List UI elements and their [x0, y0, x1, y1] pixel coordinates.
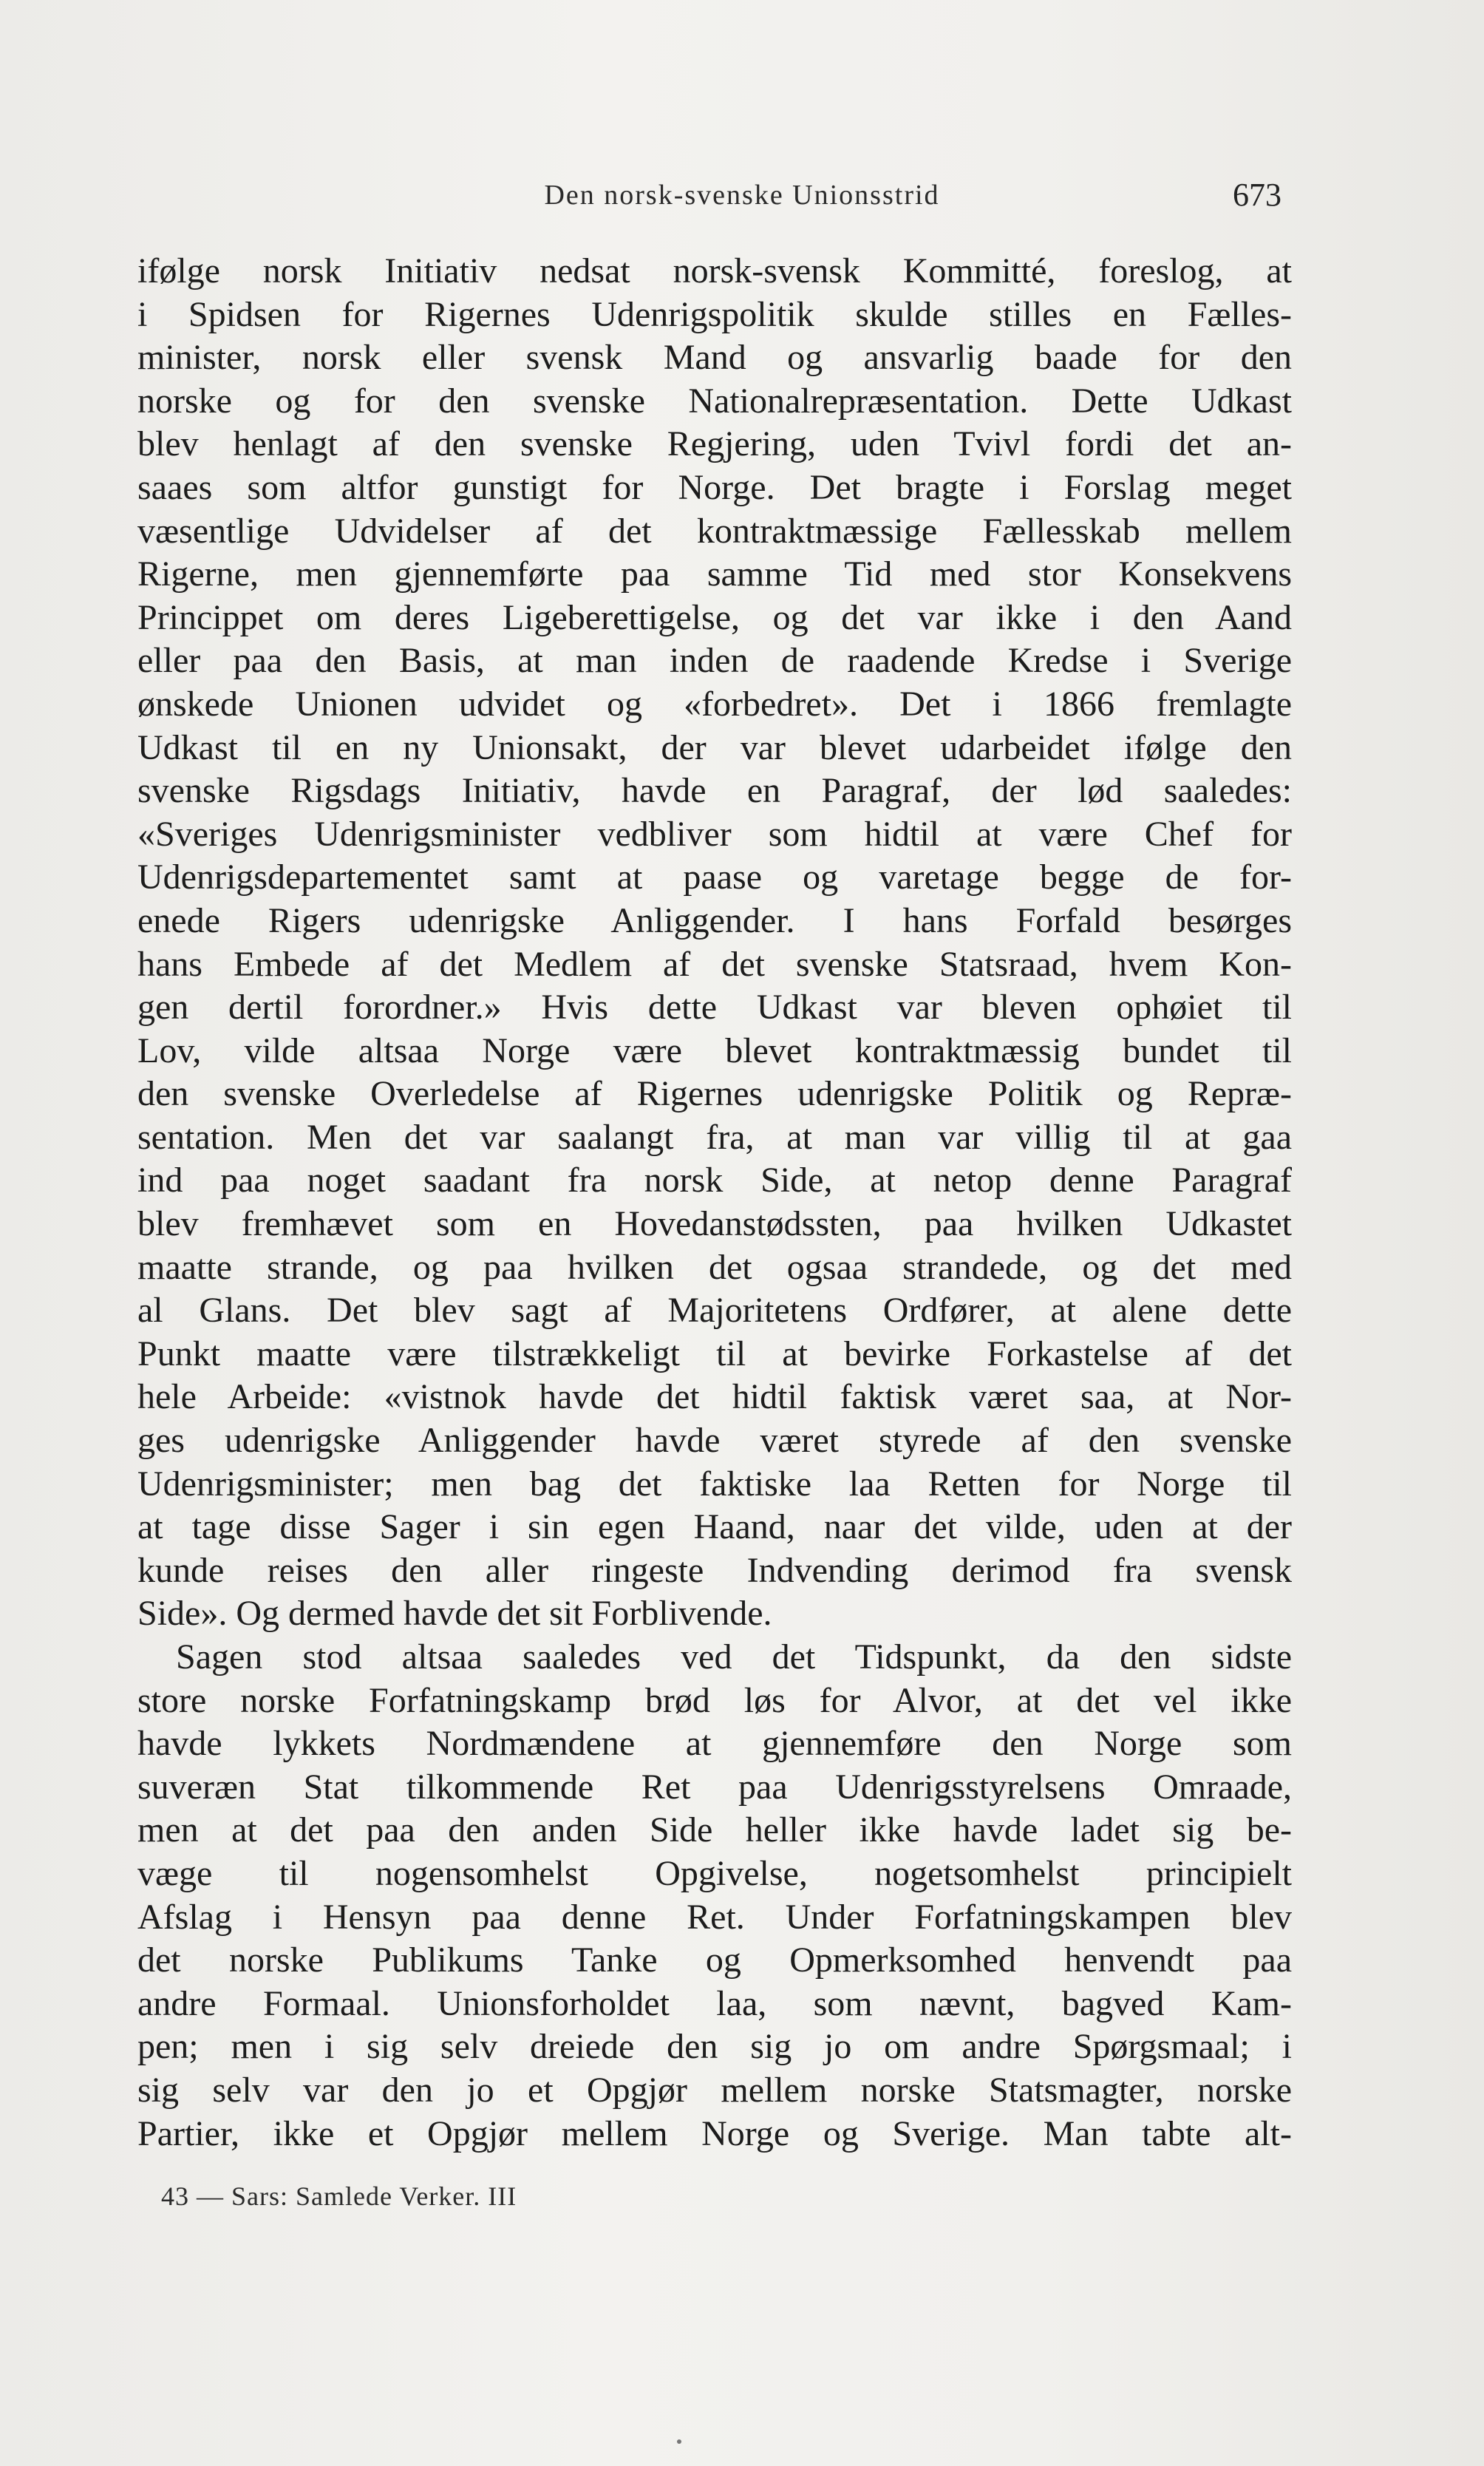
text-line: Partier, ikke et Opgjør mellem Norge og Sverige. Man tabte alt-	[137, 2113, 1292, 2153]
text-line: «Sveriges Udenrigsminister vedbliver som hidtil at være Chef for	[137, 814, 1292, 854]
text-line: ifølge norsk Initiativ nedsat norsk-svensk Kommitté, foreslog, at	[137, 251, 1292, 291]
text-line: Sagen stod altsaa saaledes ved det Tidspunkt, da den sidste	[176, 1637, 1292, 1677]
text-line: Udenrigsdepartementet samt at paase og varetage begge de for-	[137, 857, 1292, 897]
text-line: Afslag i Hensyn paa denne Ret. Under Forfatningskampen blev	[137, 1897, 1292, 1937]
text-line: væsentlige Udvidelser af det kontraktmæssige Fællesskab mellem	[137, 511, 1292, 551]
text-line: store norske Forfatningskamp brød løs for Alvor, at det vel ikke	[137, 1680, 1292, 1720]
text-line: men at det paa den anden Side heller ikke havde ladet sig be-	[137, 1810, 1292, 1850]
text-line: svenske Rigsdags Initiativ, havde en Paragraf, der lød saaledes:	[137, 771, 1292, 811]
text-line: hans Embede af det Medlem af det svenske Statsraad, hvem Kon-	[137, 944, 1292, 984]
text-line: sig selv var den jo et Opgjør mellem norske Statsmagter, norske	[137, 2070, 1292, 2110]
text-line: at tage disse Sager i sin egen Haand, naar det vilde, uden at der	[137, 1507, 1292, 1547]
text-line: Princippet om deres Ligeberettigelse, og det var ikke i den Aand	[137, 597, 1292, 637]
text-line: havde lykkets Nordmændene at gjennemføre den Norge som	[137, 1724, 1292, 1764]
text-line: det norske Publikums Tanke og Opmerksomhed henvendt paa	[137, 1940, 1292, 1980]
text-line: saaes som altfor gunstigt for Norge. Det bragte i Forslag meget	[137, 467, 1292, 507]
text-line: al Glans. Det blev sagt af Majoritetens Ordfører, at alene dette	[137, 1291, 1292, 1331]
text-line: Udenrigsminister; men bag det faktiske laa Retten for Norge til	[137, 1464, 1292, 1504]
text-line: sentation. Men det var saalangt fra, at man var villig til at gaa	[137, 1117, 1292, 1157]
body-text	[137, 250, 1292, 2156]
text-line: ønskede Unionen udvidet og «forbedret». Det i 1866 fremlagte	[137, 684, 1292, 724]
footer-signature: 43 — Sars: Samlede Verker. III	[161, 2181, 517, 2211]
text-line: suveræn Stat tilkommende Ret paa Udenrigsstyrelsens Omraade,	[137, 1767, 1292, 1807]
text-line: Punkt maatte være tilstrækkeligt til at bevirke Forkastelse af det	[137, 1334, 1292, 1373]
text-line: ind paa noget saadant fra norsk Side, at netop denne Paragraf	[137, 1161, 1292, 1200]
text-line: Udkast til en ny Unionsakt, der var blevet udarbeidet ifølge den	[137, 727, 1292, 767]
text-line: væge til nogensomhelst Opgivelse, nogetsomhelst principielt	[137, 1853, 1292, 1893]
text-line: hele Arbeide: «vistnok havde det hidtil faktisk været saa, at Nor-	[137, 1377, 1292, 1417]
text-line: andre Formaal. Unionsforholdet laa, som nævnt, bagved Kam-	[137, 1983, 1292, 2023]
text-line: minister, norsk eller svensk Mand og ansvarlig baade for den	[137, 338, 1292, 378]
text-line: i Spidsen for Rigernes Udenrigspolitik skulde stilles en Fælles-	[137, 294, 1292, 334]
text-line: Side». Og dermed havde det sit Forblivende.	[137, 1594, 772, 1634]
text-line: norske og for den svenske Nationalrepræsentation. Dette Udkast	[137, 381, 1292, 421]
page-number: 673	[1233, 177, 1282, 213]
text-line: blev fremhævet som en Hovedanstødssten, paa hvilken Udkastet	[137, 1204, 1292, 1244]
text-line: blev henlagt af den svenske Regjering, uden Tvivl fordi det an-	[137, 424, 1292, 464]
text-line: Lov, vilde altsaa Norge være blevet kontraktmæssig bundet til	[137, 1030, 1292, 1070]
text-line: pen; men i sig selv dreiede den sig jo om andre Spørgsmaal; i	[137, 2027, 1292, 2067]
text-line: gen dertil forordner.» Hvis dette Udkast var bleven ophøiet til	[137, 988, 1292, 1028]
text-line: kunde reises den aller ringeste Indvending derimod fra svensk	[137, 1550, 1292, 1590]
text-line: maatte strande, og paa hvilken det ogsaa strandede, og det med	[137, 1247, 1292, 1287]
paper-speck	[677, 2439, 681, 2444]
text-line: ges udenrigske Anliggender havde været styrede af den svenske	[137, 1421, 1292, 1461]
text-line: den svenske Overledelse af Rigernes udenrigske Politik og Repræ-	[137, 1074, 1292, 1114]
text-line: eller paa den Basis, at man inden de raadende Kredse i Sverige	[137, 641, 1292, 681]
running-title: Den norsk-svenske Unionsstrid	[544, 180, 940, 211]
text-line: Rigerne, men gjennemførte paa samme Tid med stor Konsekvens	[137, 554, 1292, 594]
text-line: enede Rigers udenrigske Anliggender. I hans Forfald besørges	[137, 900, 1292, 940]
